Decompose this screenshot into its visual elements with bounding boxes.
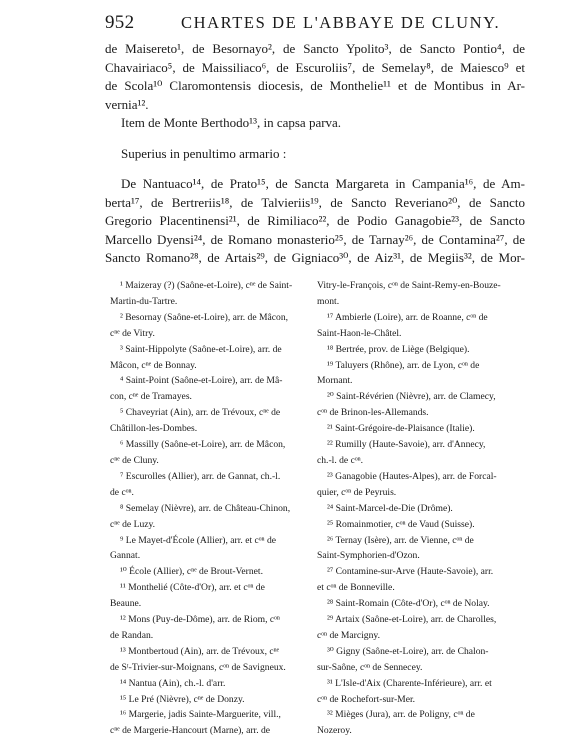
main-text — [105, 40, 525, 268]
footnote-line: ²³ Ganagobie (Hautes-Alpes), arr. de Forcal- — [327, 470, 497, 482]
footnote-line: Mornant. — [317, 375, 353, 387]
footnote-line: Vitry-le-François, cᵒⁿ de Saint-Remy-en-Bouze- — [317, 280, 501, 291]
text-line: vernia¹². — [105, 96, 149, 112]
footnote — [317, 310, 515, 342]
footnote-line: quier, cᵒⁿ de Peyruis. — [317, 486, 397, 498]
text-line: De Nantuaco¹⁴, de Prato¹⁵, de Sancta Margareta in Campania¹⁶, de Am- — [121, 176, 525, 191]
footnote — [110, 501, 303, 533]
footnote-line: Saint-Haon-le-Châtel. — [317, 327, 402, 339]
footnote — [317, 612, 515, 644]
footnote-line: Beaune. — [110, 598, 142, 610]
footnote-line: ² Besornay (Saône-et-Loire), arr. de Mâcon, — [120, 311, 289, 323]
text-line: Sancto Romano²⁸, de Artais²⁹, de Gigniaco³⁰, de Aiz³¹, de Megiis³², de Mor- — [105, 250, 525, 265]
footnote-line: ²⁶ Ternay (Isère), arr. de Vienne, cᵒⁿ de — [327, 534, 474, 546]
footnote-line: ⁷ Escurolles (Allier), arr. de Gannat, ch.-l. — [120, 470, 281, 482]
footnote — [317, 517, 515, 533]
footnote — [317, 501, 515, 517]
footnote — [110, 342, 303, 374]
footnote — [110, 676, 303, 692]
footnote — [317, 389, 515, 421]
footnote-line: ¹¹ Monthelié (Côte-d'Or), arr. et cᵒⁿ de — [120, 582, 265, 594]
footnote — [317, 676, 515, 708]
footnote — [110, 692, 303, 708]
footnote-line: ¹⁹ Taluyers (Rhône), arr. de Lyon, cᵒⁿ de — [327, 359, 480, 371]
footnote-line: cᵒⁿ de Marcigny. — [317, 629, 380, 641]
footnote — [110, 564, 303, 580]
footnote-line: ²⁵ Romainmotier, cᵒⁿ de Vaud (Suisse). — [327, 518, 475, 530]
footnote-line: Nozeroy. — [317, 725, 352, 737]
footnote-line: ⁸ Semelay (Nièvre), arr. de Château-Chinon, — [120, 502, 291, 514]
footnote-line: cⁿᵉ de Vitry. — [110, 327, 155, 339]
footnote-line: de Sᵗ-Trivier-sur-Moignans, cᵒⁿ de Savigneux. — [110, 661, 286, 673]
footnote — [110, 469, 303, 501]
footnote-line: sur-Saône, cᵒⁿ de Sennecey. — [317, 661, 423, 673]
page-number: 952 — [105, 12, 135, 33]
footnote-line: Martin-du-Tartre. — [110, 295, 178, 307]
footnote-line: cⁿᵉ de Luzy. — [110, 518, 156, 530]
footnote — [317, 358, 515, 390]
section-heading: Superius in penultimo armario : — [121, 145, 287, 161]
footnote-line: ²⁷ Contamine-sur-Arve (Haute-Savoie), arr. — [327, 566, 494, 578]
paragraph-2 — [105, 175, 525, 268]
footnote-line: ²⁸ Saint-Romain (Côte-d'Or), cᵒⁿ de Nolay. — [327, 598, 490, 610]
footnote — [317, 533, 515, 565]
text-line: Chavairiaco⁵, de Maissiliaco⁶, de Escuroliis⁷, de Semelay⁸, de Maiesco⁹ et — [105, 59, 525, 75]
footnote — [317, 707, 515, 739]
footnote — [317, 644, 515, 676]
footnote — [110, 278, 303, 310]
page-header — [105, 12, 525, 36]
footnote — [110, 644, 303, 676]
footnote-line: ²¹ Saint-Grégoire-de-Plaisance (Italie). — [327, 423, 475, 435]
footnote-line: ¹⁶ Margerie, jadis Sainte-Marguerite, vill., — [120, 709, 281, 721]
text-line: Gregorio Placentinensi²¹, de Rimiliaco²², de Podio Ganagobie²³, de Sancto — [105, 213, 525, 228]
footnote-line: Gannat. — [110, 550, 141, 562]
footnote-line: ³ Saint-Hippolyte (Saône-et-Loire), arr. de — [120, 343, 282, 355]
footnote-line: ³² Mièges (Jura), arr. de Poligny, cᵒⁿ de — [327, 709, 475, 721]
footnote — [317, 469, 515, 501]
footnote-line: de cᵒⁿ. — [110, 486, 134, 498]
running-title: CHARTES DE L'ABBAYE DE CLUNY. — [181, 13, 501, 32]
footnote — [110, 707, 303, 739]
footnotes-left-column — [110, 278, 303, 739]
footnote — [110, 612, 303, 644]
footnote-line: ¹ Maizeray (?) (Saône-et-Loire), cⁿᵉ de Saint- — [120, 280, 293, 291]
footnote-line: Châtillon-les-Dombes. — [110, 423, 198, 435]
footnote-line: cᵒⁿ de Brinon-les-Allemands. — [317, 407, 429, 419]
footnote — [317, 342, 515, 358]
footnote — [317, 278, 515, 310]
footnote-line: ²⁹ Artaix (Saône-et-Loire), arr. de Charolles, — [327, 614, 497, 626]
footnote-line: ¹⁴ Nantua (Ain), ch.-l. d'arr. — [120, 677, 226, 689]
footnote-line: cⁿᵉ de Cluny. — [110, 454, 159, 466]
footnote — [110, 580, 303, 612]
footnote-line: et cᵒⁿ de Bonneville. — [317, 582, 395, 594]
footnote-line: ¹² Mons (Puy-de-Dôme), arr. de Riom, cᵒⁿ — [120, 614, 280, 626]
footnote-line: ²⁴ Saint-Marcel-de-Die (Drôme). — [327, 502, 453, 514]
footnote-line: ²² Rumilly (Haute-Savoie), arr. d'Annecy, — [327, 439, 486, 451]
footnote-line: ³⁰ Gigny (Saône-et-Loire), arr. de Chalon- — [327, 645, 489, 657]
footnote-line: ⁵ Chaveyriat (Ain), arr. de Trévoux, cⁿᵉ de — [120, 407, 281, 419]
footnote — [110, 310, 303, 342]
footnote-line: Mâcon, cⁿᵉ de Bonnay. — [110, 359, 197, 371]
footnote-line: ²⁰ Saint-Révérien (Nièvre), arr. de Clamecy, — [327, 391, 496, 403]
footnote-line: ch.-l. de cᵒⁿ. — [317, 454, 364, 466]
footnote-line: con, cⁿᵉ de Tramayes. — [110, 391, 192, 403]
footnote-line: ¹³ Montbertoud (Ain), arr. de Trévoux, cⁿᵉ — [120, 645, 280, 657]
footnote — [110, 533, 303, 565]
footnote — [110, 405, 303, 437]
footnotes-right-column — [317, 278, 515, 739]
footnote-line: ⁹ Le Mayet-d'École (Allier), arr. et cᵒⁿ de — [120, 534, 277, 546]
footnote-line: ¹⁷ Ambierle (Loire), arr. de Roanne, cᵒⁿ de — [327, 311, 488, 323]
item-line: Item de Monte Berthodo¹³, in capsa parva. — [121, 115, 342, 130]
footnote-line: mont. — [317, 295, 340, 307]
footnote-line: Saint-Symphorien-d'Ozon. — [317, 550, 420, 562]
footnote — [110, 437, 303, 469]
footnote — [317, 564, 515, 596]
footnote-line: ¹⁵ Le Pré (Nièvre), cⁿᵉ de Donzy. — [120, 693, 245, 705]
text-line: de Maisereto¹, de Besornayo², de Sancto Ypolito³, de Sancto Pontio⁴, de — [105, 41, 525, 56]
footnote-line: ⁶ Massilly (Saône-et-Loire), arr. de Mâcon, — [120, 439, 286, 451]
footnote-line: ¹⁰ École (Allier), cⁿᵉ de Brout-Vernet. — [120, 566, 263, 578]
footnote-line: cⁿᵉ de Margerie-Hancourt (Marne), arr. de — [110, 725, 271, 737]
footnote-line: ³¹ L'Isle-d'Aix (Charente-Inférieure), arr. et — [327, 677, 492, 689]
paragraph-1 — [105, 40, 525, 114]
footnote-line: ¹⁸ Bertrée, prov. de Liège (Belgique). — [327, 343, 470, 355]
text-line: berta¹⁷, de Bertreriis¹⁸, de Talvieriis¹⁹, de Sancto Reveriano²⁰, de Sancto — [105, 194, 525, 210]
footnote-line: de Randan. — [110, 629, 154, 641]
footnote — [317, 421, 515, 437]
text-line: Marcello Dyensi²⁴, de Romano monasterio²⁵, de Tarnay²⁶, de Contamina²⁷, de — [105, 231, 525, 247]
footnote — [317, 437, 515, 469]
footnote — [317, 596, 515, 612]
text-line: de Scola¹⁰ Claromontensis diocesis, de Monthelie¹¹ et de Montibus in Ar- — [105, 78, 525, 93]
footnote-line: cᵒⁿ de Rochefort-sur-Mer. — [317, 693, 416, 705]
footnote-line: ⁴ Saint-Point (Saône-et-Loire), arr. de Mâ- — [120, 375, 283, 387]
footnote — [110, 373, 303, 405]
